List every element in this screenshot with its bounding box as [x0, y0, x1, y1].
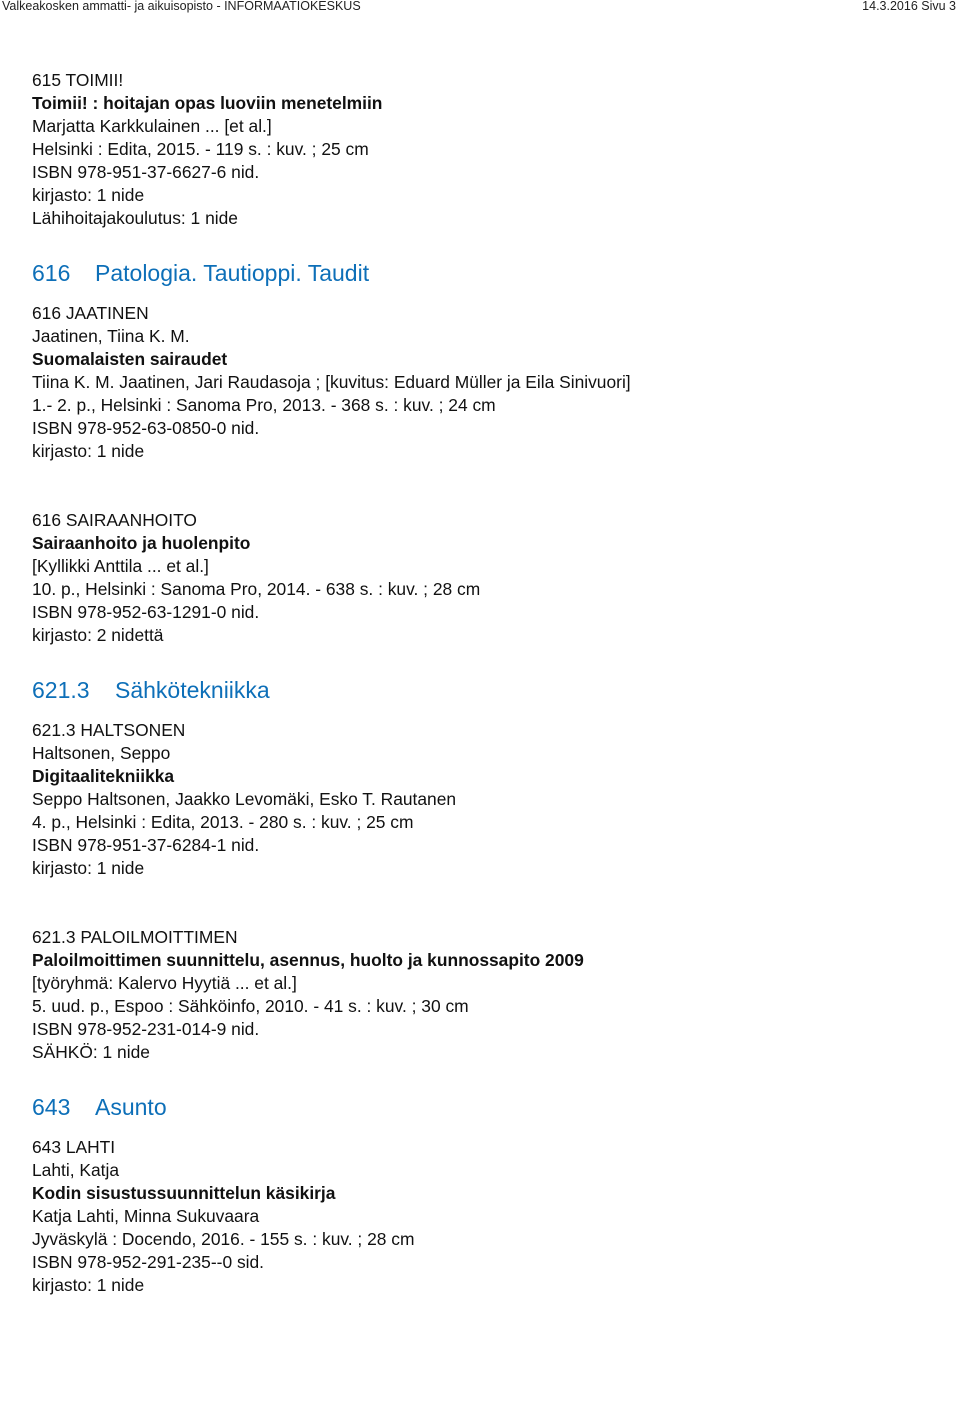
- section-title: Patologia. Tautioppi. Taudit: [95, 260, 370, 286]
- catalog-entry: [32, 302, 932, 463]
- call-number: 616 JAATINEN: [32, 303, 149, 323]
- isbn: ISBN 978-951-37-6627-6 nid.: [32, 162, 260, 182]
- section-number: 643: [32, 1094, 71, 1120]
- entry-line: Katja Lahti, Minna Sukuvaara: [32, 1206, 260, 1226]
- call-number: 616 SAIRAANHOITO: [32, 510, 197, 530]
- section-number: 616: [32, 260, 71, 286]
- header-date-page: 14.3.2016 Sivu 3: [862, 0, 956, 13]
- entry-line: Jaatinen, Tiina K. M.: [32, 326, 190, 346]
- call-number: 615 TOIMII!: [32, 70, 124, 90]
- entry-line: Seppo Haltsonen, Jaakko Levomäki, Esko T. Rautanen: [32, 789, 457, 809]
- section-heading: [32, 1092, 932, 1122]
- holdings: kirjasto: 1 nide: [32, 1275, 145, 1295]
- entry-line: Lahti, Katja: [32, 1160, 120, 1180]
- holdings: kirjasto: 1 nide: [32, 858, 145, 878]
- book-title: Toimii! : hoitajan opas luoviin menetelmiin: [32, 93, 383, 113]
- call-number: 643 LAHTI: [32, 1137, 116, 1157]
- catalog-entry: [32, 69, 932, 230]
- entry-line: Helsinki : Edita, 2015. - 119 s. : kuv. ; 25 cm: [32, 139, 369, 159]
- entry-line: 5. uud. p., Espoo : Sähköinfo, 2010. - 41 s. : kuv. ; 30 cm: [32, 996, 469, 1016]
- book-title: Sairaanhoito ja huolenpito: [32, 533, 251, 553]
- entry-line: 4. p., Helsinki : Edita, 2013. - 280 s. : kuv. ; 25 cm: [32, 812, 414, 832]
- catalog-entry: [32, 1136, 932, 1297]
- book-title: Paloilmoittimen suunnittelu, asennus, huolto ja kunnossapito 2009: [32, 950, 584, 970]
- holdings: Lähihoitajakoulutus: 1 nide: [32, 208, 238, 228]
- book-title: Suomalaisten sairaudet: [32, 349, 228, 369]
- holdings: kirjasto: 1 nide: [32, 185, 145, 205]
- entry-line: [Kyllikki Anttila ... et al.]: [32, 556, 209, 576]
- call-number: 621.3 HALTSONEN: [32, 720, 186, 740]
- catalog-entry: [32, 926, 932, 1064]
- section-heading: [32, 675, 932, 705]
- entry-line: [työryhmä: Kalervo Hyytiä ... et al.]: [32, 973, 297, 993]
- entry-line: Tiina K. M. Jaatinen, Jari Raudasoja ; [kuvitus: Eduard Müller ja Eila Sinivuori]: [32, 372, 631, 392]
- section-title: Sähkötekniikka: [115, 677, 270, 703]
- book-title: Digitaalitekniikka: [32, 766, 175, 786]
- catalog-entry: [32, 719, 932, 880]
- isbn: ISBN 978-952-63-1291-0 nid.: [32, 602, 260, 622]
- isbn: ISBN 978-952-291-235--0 sid.: [32, 1252, 265, 1272]
- catalog-listing: [32, 69, 932, 1297]
- holdings: SÄHKÖ: 1 nide: [32, 1042, 150, 1062]
- call-number: 621.3 PALOILMOITTIMEN: [32, 927, 238, 947]
- entry-line: Haltsonen, Seppo: [32, 743, 171, 763]
- holdings: kirjasto: 1 nide: [32, 441, 145, 461]
- entry-line: 1.- 2. p., Helsinki : Sanoma Pro, 2013. - 368 s. : kuv. ; 24 cm: [32, 395, 496, 415]
- isbn: ISBN 978-952-231-014-9 nid.: [32, 1019, 260, 1039]
- entry-line: Jyväskylä : Docendo, 2016. - 155 s. : kuv. ; 28 cm: [32, 1229, 415, 1249]
- section-title: Asunto: [95, 1094, 167, 1120]
- entry-line: Marjatta Karkkulainen ... [et al.]: [32, 116, 272, 136]
- section-number: 621.3: [32, 677, 90, 703]
- page-header: [0, 0, 960, 14]
- entry-line: 10. p., Helsinki : Sanoma Pro, 2014. - 638 s. : kuv. ; 28 cm: [32, 579, 481, 599]
- section-heading: [32, 258, 932, 288]
- isbn: ISBN 978-951-37-6284-1 nid.: [32, 835, 260, 855]
- catalog-entry: [32, 509, 932, 647]
- header-institution: Valkeakosken ammatti- ja aikuisopisto - INFORMAATIOKESKUS: [2, 0, 361, 13]
- book-title: Kodin sisustussuunnittelun käsikirja: [32, 1183, 336, 1203]
- holdings: kirjasto: 2 nidettä: [32, 625, 164, 645]
- isbn: ISBN 978-952-63-0850-0 nid.: [32, 418, 260, 438]
